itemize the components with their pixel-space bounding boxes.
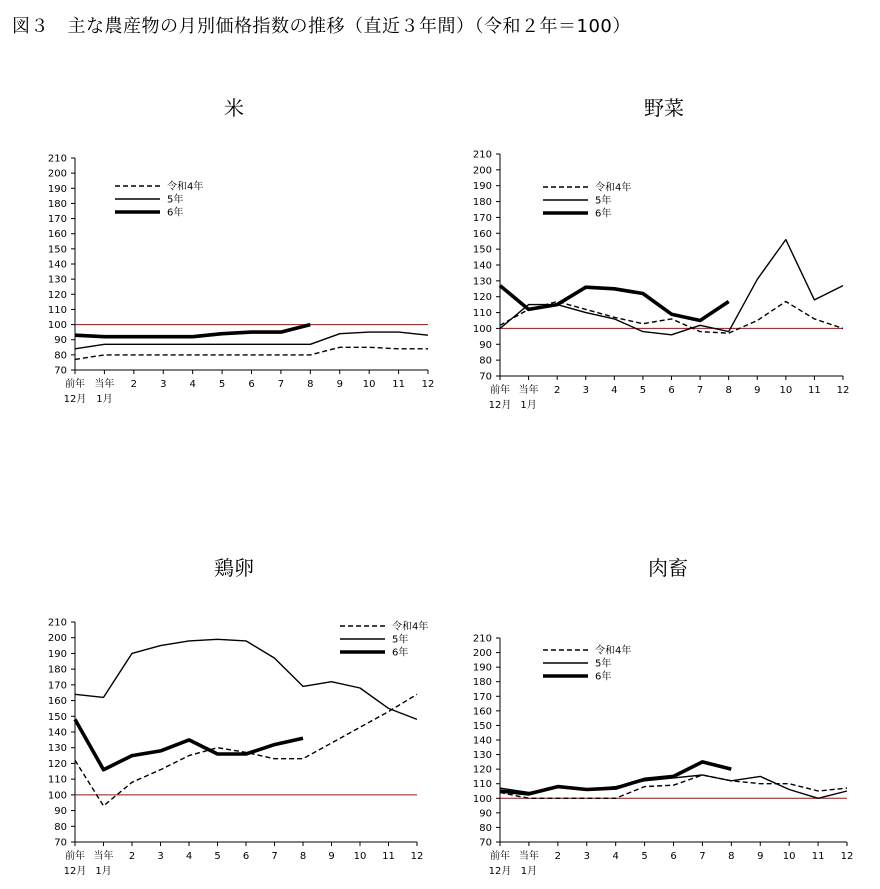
y-tick-label: 70 xyxy=(54,837,67,849)
y-tick-label: 150 xyxy=(47,244,67,256)
legend-label: 令和4年 xyxy=(167,181,204,193)
x-tick-label: 3 xyxy=(157,851,164,862)
x-tick-label: 2 xyxy=(554,851,562,862)
series-line-dashed xyxy=(75,347,428,359)
y-tick-label: 100 xyxy=(47,790,67,802)
x-tick-label: 10 xyxy=(782,851,796,862)
x-tick-label: 10 xyxy=(353,851,367,862)
y-tick-label: 150 xyxy=(47,711,67,723)
chart-title: 米 xyxy=(224,96,244,120)
series-line-thin xyxy=(75,332,428,349)
y-tick-label: 90 xyxy=(479,339,492,351)
line-chart-vegetables xyxy=(440,80,880,425)
legend-label: 5年 xyxy=(595,195,612,207)
x-tick-label: 当年 xyxy=(518,851,539,862)
y-tick-label: 130 xyxy=(47,743,67,755)
y-tick-label: 90 xyxy=(54,335,67,347)
legend-label: 令和4年 xyxy=(595,182,632,194)
y-tick-label: 170 xyxy=(47,214,67,226)
y-tick-label: 200 xyxy=(472,165,492,177)
y-tick-label: 160 xyxy=(472,706,492,718)
x-tick-label: 12 xyxy=(840,851,854,862)
y-tick-label: 180 xyxy=(472,197,492,209)
x-tick-label: 12 xyxy=(836,385,850,396)
y-tick-label: 140 xyxy=(472,260,492,272)
y-tick-label: 190 xyxy=(47,183,67,195)
y-tick-label: 180 xyxy=(472,677,492,689)
y-tick-label: 70 xyxy=(479,837,492,849)
y-tick-label: 90 xyxy=(54,806,67,818)
y-tick-label: 150 xyxy=(472,244,492,256)
x-tick-label: 9 xyxy=(336,379,343,390)
x-tick-label: 4 xyxy=(189,379,196,390)
x-tick-label-sub: 12月 xyxy=(63,394,87,405)
y-tick-label: 120 xyxy=(47,289,67,301)
x-tick-label: 6 xyxy=(668,385,675,396)
y-tick-label: 200 xyxy=(472,648,492,660)
x-tick-label: 7 xyxy=(696,385,704,396)
y-tick-label: 170 xyxy=(472,691,492,703)
x-tick-label: 11 xyxy=(382,851,395,862)
series-line-thick xyxy=(500,762,731,794)
y-tick-label: 190 xyxy=(472,181,492,193)
y-tick-label: 130 xyxy=(472,750,492,762)
y-tick-label: 180 xyxy=(47,198,67,210)
x-tick-label: 5 xyxy=(214,851,221,862)
x-tick-label: 6 xyxy=(670,851,677,862)
y-tick-label: 210 xyxy=(472,633,492,645)
x-tick-label-sub: 1月 xyxy=(95,866,112,877)
x-tick-label: 前年 xyxy=(65,851,85,862)
x-tick-label: 10 xyxy=(779,385,793,396)
y-tick-label: 80 xyxy=(479,822,492,834)
x-tick-label: 前年 xyxy=(490,385,510,396)
y-tick-label: 140 xyxy=(472,735,492,747)
x-tick-label: 当年 xyxy=(94,379,115,390)
y-tick-label: 140 xyxy=(47,259,67,271)
x-tick-label: 5 xyxy=(218,379,226,390)
figure-title: 図３ 主な農産物の月別価格指数の推移（直近３年間）（令和２年＝100） xyxy=(12,16,631,37)
x-tick-label: 5 xyxy=(641,851,648,862)
y-tick-label: 180 xyxy=(47,664,67,676)
x-tick-label-sub: 1月 xyxy=(520,400,537,411)
x-tick-label: 当年 xyxy=(518,385,539,396)
x-tick-label-sub: 12月 xyxy=(63,866,87,877)
chart-title: 肉畜 xyxy=(648,556,688,580)
legend-label: 令和4年 xyxy=(595,645,632,657)
x-tick-label: 6 xyxy=(242,851,250,862)
x-tick-label: 9 xyxy=(328,851,335,862)
x-tick-label: 2 xyxy=(553,385,561,396)
chart-title: 野菜 xyxy=(644,96,684,120)
x-tick-label: 8 xyxy=(725,385,732,396)
x-tick-label: 前年 xyxy=(490,851,510,862)
x-tick-label: 9 xyxy=(754,385,761,396)
line-chart-eggs xyxy=(0,540,440,885)
x-tick-label-sub: 1月 xyxy=(520,866,538,877)
x-tick-label: 6 xyxy=(248,379,255,390)
y-tick-label: 70 xyxy=(54,365,67,377)
x-tick-label: 11 xyxy=(808,385,821,396)
y-tick-label: 110 xyxy=(47,304,67,316)
y-tick-label: 200 xyxy=(47,633,67,645)
chart-panel-vegetables xyxy=(440,80,880,425)
series-line-thick xyxy=(75,719,303,769)
y-tick-label: 130 xyxy=(47,274,67,286)
y-tick-label: 90 xyxy=(479,808,492,820)
x-tick-label: 当年 xyxy=(93,851,114,862)
y-tick-label: 110 xyxy=(472,779,492,791)
x-tick-label: 4 xyxy=(612,851,619,862)
legend-label: 5年 xyxy=(392,634,409,646)
x-tick-label: 12 xyxy=(421,379,435,390)
y-tick-label: 150 xyxy=(472,720,492,732)
legend-label: 6年 xyxy=(167,207,184,219)
chart-panel-rice xyxy=(0,80,440,425)
y-tick-label: 100 xyxy=(47,320,67,332)
y-tick-label: 200 xyxy=(47,168,67,180)
y-tick-label: 210 xyxy=(47,153,67,165)
series-line-dashed xyxy=(75,694,417,806)
x-tick-label-sub: 1月 xyxy=(96,394,113,405)
x-tick-label-sub: 12月 xyxy=(488,866,512,877)
x-tick-label: 12 xyxy=(410,851,424,862)
x-tick-label: 7 xyxy=(699,851,706,862)
y-tick-label: 160 xyxy=(47,229,67,241)
y-tick-label: 190 xyxy=(472,662,492,674)
y-tick-label: 160 xyxy=(47,696,67,708)
y-tick-label: 160 xyxy=(472,228,492,240)
x-tick-label: 3 xyxy=(583,851,590,862)
y-tick-label: 210 xyxy=(47,617,67,629)
y-tick-label: 120 xyxy=(472,292,492,304)
y-tick-label: 210 xyxy=(472,149,492,161)
chart-panel-eggs xyxy=(0,540,440,885)
series-line-thick xyxy=(75,325,310,337)
y-tick-label: 110 xyxy=(47,774,67,786)
x-tick-label: 3 xyxy=(160,379,167,390)
legend-label: 6年 xyxy=(392,647,409,659)
x-tick-label: 7 xyxy=(271,851,278,862)
y-tick-label: 120 xyxy=(47,758,67,770)
x-tick-label: 9 xyxy=(757,851,764,862)
x-tick-label: 8 xyxy=(307,379,314,390)
y-tick-label: 80 xyxy=(54,821,67,833)
legend-label: 5年 xyxy=(595,658,612,670)
series-line-thin xyxy=(500,240,843,335)
y-tick-label: 170 xyxy=(47,680,67,692)
y-tick-label: 130 xyxy=(472,276,492,288)
x-tick-label: 2 xyxy=(128,851,136,862)
x-tick-label: 前年 xyxy=(65,379,85,390)
legend-label: 令和4年 xyxy=(392,621,429,633)
x-tick-label: 2 xyxy=(130,379,138,390)
y-tick-label: 140 xyxy=(47,727,67,739)
x-tick-label: 7 xyxy=(277,379,285,390)
x-tick-label: 3 xyxy=(582,385,589,396)
y-tick-label: 100 xyxy=(472,793,492,805)
x-tick-label: 8 xyxy=(728,851,735,862)
x-tick-label-sub: 12月 xyxy=(488,400,512,411)
x-tick-label: 4 xyxy=(185,851,193,862)
chart-title: 鶏卵 xyxy=(214,556,254,580)
y-tick-label: 170 xyxy=(472,212,492,224)
legend-label: 6年 xyxy=(595,208,612,220)
y-tick-label: 110 xyxy=(472,308,492,320)
series-line-thick xyxy=(500,286,729,321)
legend-label: 6年 xyxy=(595,671,612,683)
x-tick-label: 11 xyxy=(392,379,405,390)
x-tick-label: 10 xyxy=(362,379,376,390)
y-tick-label: 70 xyxy=(479,371,492,383)
x-tick-label: 8 xyxy=(299,851,307,862)
x-tick-label: 5 xyxy=(639,385,647,396)
y-tick-label: 80 xyxy=(479,355,492,367)
line-chart-livestock xyxy=(440,540,880,885)
x-tick-label: 11 xyxy=(811,851,825,862)
y-tick-label: 190 xyxy=(47,648,67,660)
chart-panel-livestock xyxy=(440,540,880,885)
x-tick-label: 4 xyxy=(611,385,618,396)
legend-label: 5年 xyxy=(167,194,184,206)
line-chart-rice xyxy=(0,80,440,425)
y-tick-label: 120 xyxy=(472,764,492,776)
y-tick-label: 80 xyxy=(54,350,67,362)
y-tick-label: 100 xyxy=(472,323,492,335)
